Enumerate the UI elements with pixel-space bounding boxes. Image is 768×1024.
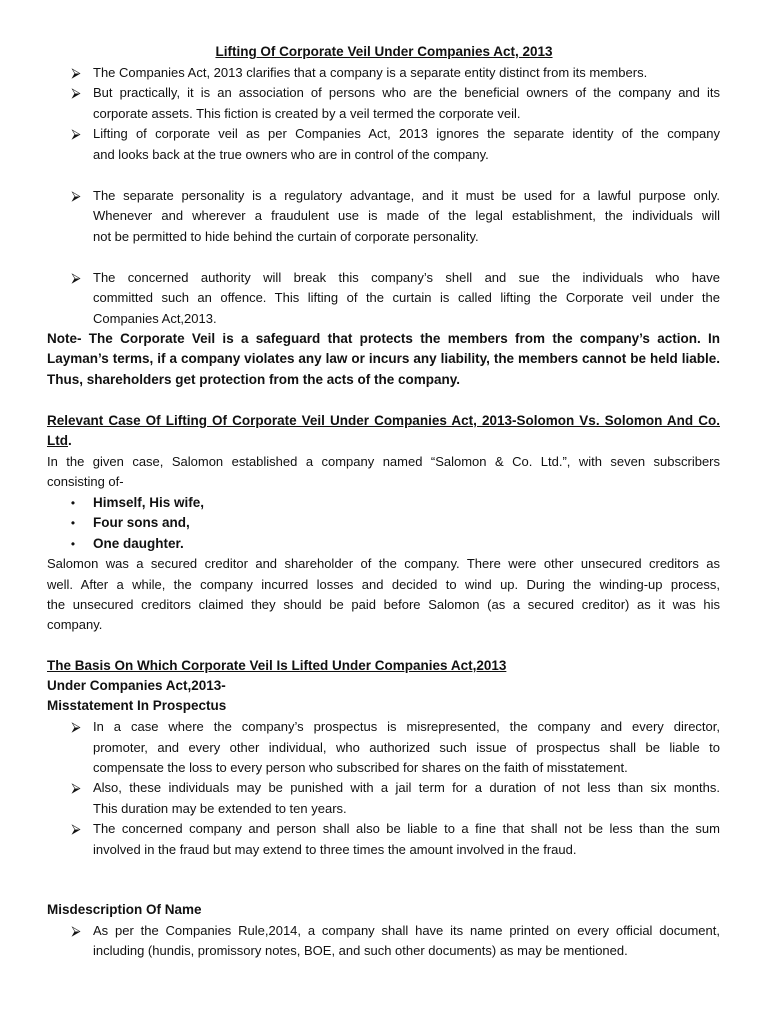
arrow-bullet-icon: ⮚ [71, 923, 81, 938]
arrow-bullet-icon: ⮚ [71, 188, 81, 203]
bullet-text-line: not be permitted to hide behind the curtain of corporate personality. [93, 229, 479, 244]
paragraph-line: In the given case, Salomon established a company named “Salomon & Co. Ltd.”, with seven subscribers [47, 454, 720, 469]
subscriber-item: Four sons and, [93, 515, 190, 530]
note-line: Thus, shareholders get protection from the acts of the company. [47, 372, 461, 387]
bullet-text-line: Also, these individuals may be punished with a jail term for a duration of not less than six months. [93, 780, 720, 795]
arrow-bullet-icon: ⮚ [71, 65, 81, 80]
note-line: Note- The Corporate Veil is a safeguard that protects the members from the company’s action. In [47, 331, 720, 346]
bullet-text-line: committed such an offence. This lifting of the curtain is called lifting the Corporate veil under the [93, 290, 720, 305]
bullet-text-line: Lifting of corporate veil as per Companies Act, 2013 ignores the separate identity of the company [93, 126, 720, 141]
bullet-dot-icon: • [70, 516, 76, 530]
bullet-text-line: The Companies Act, 2013 clarifies that a company is a separate entity distinct from its members. [93, 65, 648, 80]
bullet-text-line: compensate the loss to every person who subscribed for shares on the faith of misstatement. [93, 760, 628, 775]
bullet-text-line: involved in the fraud but may extend to three times the amount involved in the fraud. [93, 842, 577, 857]
arrow-bullet-icon: ⮚ [71, 719, 81, 734]
paragraph-line: Salomon was a secured creditor and shareholder of the company. There were other unsecured creditors as [47, 556, 720, 571]
bullet-text-line: In a case where the company’s prospectus is misrepresented, the company and every director, [93, 719, 720, 734]
bullet-text-line: The separate personality is a regulatory advantage, and it must be used for a lawful purpose only. [93, 188, 720, 203]
case-heading-line [47, 431, 72, 451]
subscriber-item: One daughter. [93, 536, 184, 551]
paragraph-line: company. [47, 617, 103, 632]
bullet-dot-icon: • [70, 496, 76, 510]
paragraph-line: well. After a while, the company incurred losses and decided to wind up. During the winding-up process, [47, 577, 720, 592]
bullet-text-line: corporate assets. This fiction is created by a veil termed the corporate veil. [93, 106, 521, 121]
arrow-bullet-icon: ⮚ [71, 85, 81, 100]
subscriber-item: Himself, His wife, [93, 495, 205, 510]
page-title: Lifting Of Corporate Veil Under Companies Act, 2013 [215, 44, 553, 59]
paragraph-line: the unsecured creditors claimed they should be paid before Salomon (as a secured creditor) as it was his [47, 597, 720, 612]
misdescription-heading: Misdescription Of Name [47, 902, 202, 917]
arrow-bullet-icon: ⮚ [71, 780, 81, 795]
arrow-bullet-icon: ⮚ [71, 270, 81, 285]
bullet-text-line: including (hundis, promissory notes, BOE, and such other documents) as may be mentioned. [93, 943, 628, 958]
misstatement-heading: Misstatement In Prospectus [47, 698, 227, 713]
bullet-text-line: promoter, and every other individual, who authorized such issue of prospectus shall be liable to [93, 740, 720, 755]
bullet-text-line: The concerned authority will break this company’s shell and sue the individuals who have [93, 270, 720, 285]
under-heading: Under Companies Act,2013- [47, 678, 226, 693]
arrow-bullet-icon: ⮚ [71, 821, 81, 836]
case-heading-period: . [68, 433, 72, 448]
bullet-text-line: This duration may be extended to ten years. [93, 801, 347, 816]
case-heading-line: Relevant Case Of Lifting Of Corporate Veil Under Companies Act, 2013-Solomon Vs. Solomon And Co. [47, 413, 720, 428]
basis-heading: The Basis On Which Corporate Veil Is Lifted Under Companies Act,2013 [47, 658, 507, 673]
bullet-dot-icon: • [70, 537, 76, 551]
case-heading-ltd: Ltd [47, 433, 68, 448]
bullet-text-line: The concerned company and person shall also be liable to a fine that shall not be less than the sum [93, 821, 720, 836]
bullet-text-line: and looks back at the true owners who are in control of the company. [93, 147, 489, 162]
paragraph-line: consisting of- [47, 474, 124, 489]
bullet-text-line: Whenever and wherever a fraudulent use is made of the legal establishment, the individuals will [93, 208, 720, 223]
arrow-bullet-icon: ⮚ [71, 126, 81, 141]
note-line: Layman’s terms, if a company violates any law or incurs any liability, the members cannot be held liable. [47, 351, 720, 366]
bullet-text-line: Companies Act,2013. [93, 311, 217, 326]
bullet-text-line: But practically, it is an association of persons who are the beneficial owners of the company and its [93, 85, 720, 100]
bullet-text-line: As per the Companies Rule,2014, a company shall have its name printed on every official document, [93, 923, 720, 938]
